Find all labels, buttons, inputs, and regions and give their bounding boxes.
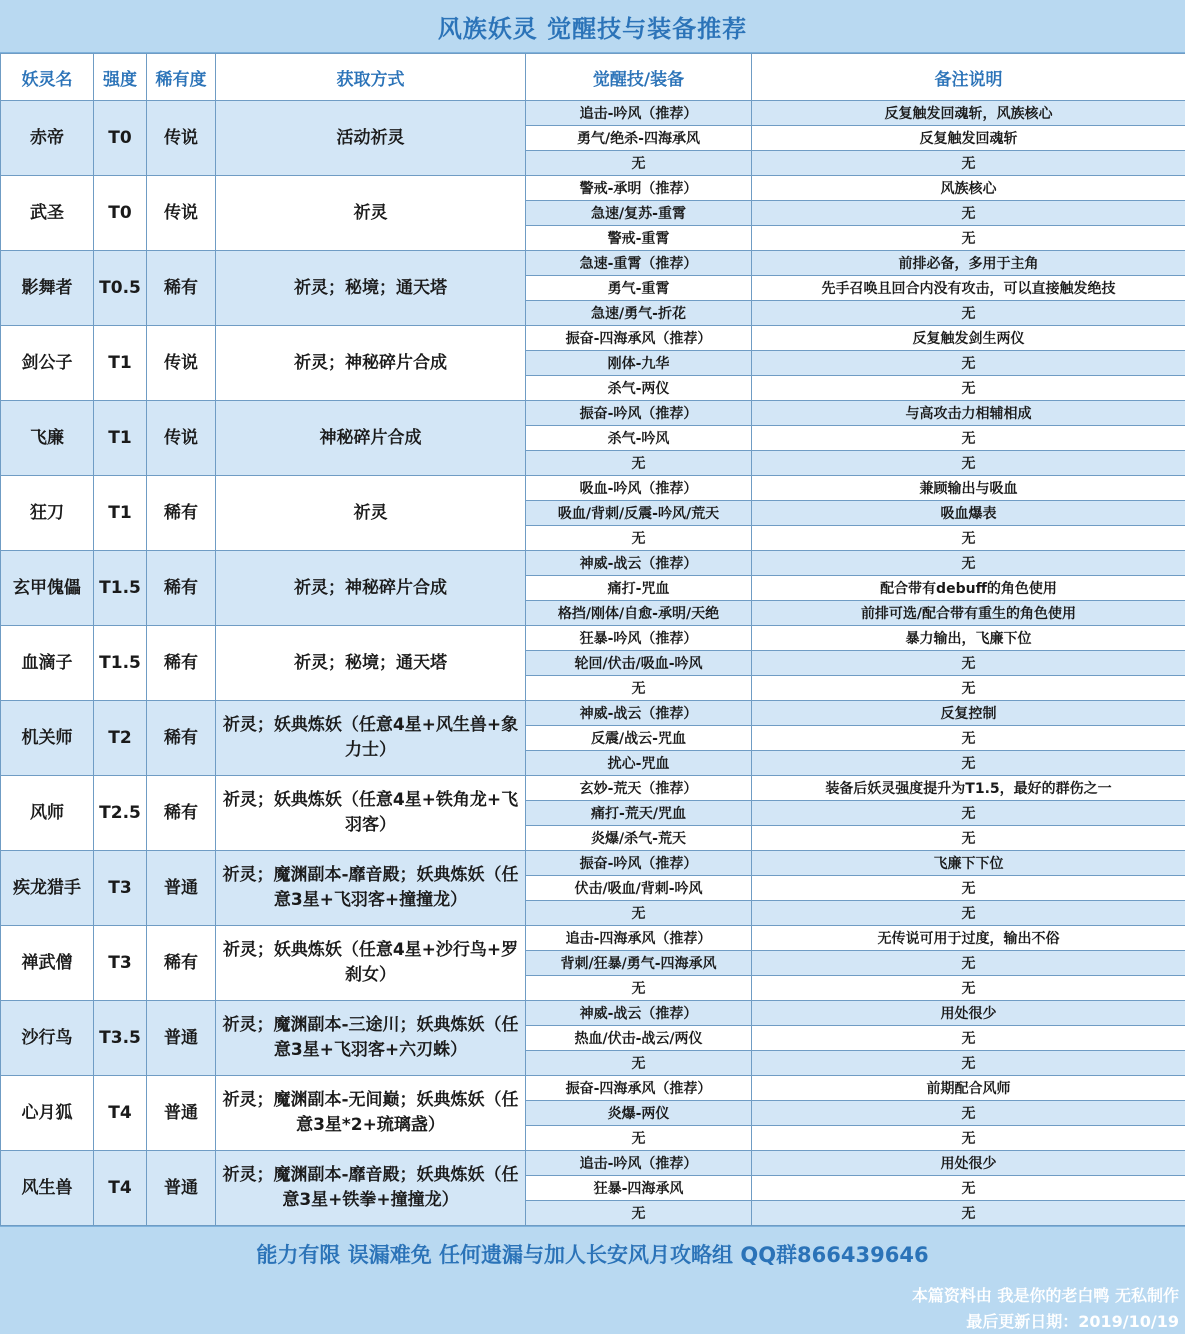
skill-cell: 背刺/狂暴/勇气-四海承风 xyxy=(526,951,752,976)
skill-cell: 反震/战云-咒血 xyxy=(526,726,752,751)
rarity-cell: 稀有 xyxy=(147,701,216,776)
table-row xyxy=(1,476,1185,501)
spirit-name: 沙行鸟 xyxy=(1,1001,94,1076)
skill-cell: 吸血/背刺/反震-吟风/荒天 xyxy=(526,501,752,526)
footer-credit: 本篇资料由 我是你的老白鸭 无私制作 xyxy=(911,1286,1179,1305)
rarity-cell: 稀有 xyxy=(147,476,216,551)
table-row xyxy=(1,101,1185,126)
tier-cell: T4 xyxy=(94,1076,147,1151)
obtain-cell: 祈灵；妖典炼妖（任意4星+风生兽+象力士） xyxy=(216,701,526,776)
spirit-name: 疾龙猎手 xyxy=(1,851,94,926)
obtain-cell: 祈灵；妖典炼妖（任意4星+铁角龙+飞羽客） xyxy=(216,776,526,851)
table-row xyxy=(1,401,1185,426)
table-row xyxy=(1,926,1185,951)
spirit-name: 剑公子 xyxy=(1,326,94,401)
table-row xyxy=(1,776,1185,801)
header-skill: 觉醒技/装备 xyxy=(526,54,752,101)
note-cell: 无 xyxy=(752,301,1185,326)
rarity-cell: 传说 xyxy=(147,326,216,401)
skill-cell: 勇气/绝杀-四海承风 xyxy=(526,126,752,151)
note-cell: 无 xyxy=(752,1126,1185,1151)
tier-cell: T0.5 xyxy=(94,251,147,326)
rarity-cell: 稀有 xyxy=(147,926,216,1001)
skill-cell: 追击-吟风（推荐） xyxy=(526,1151,752,1176)
skill-cell: 痛打-荒天/咒血 xyxy=(526,801,752,826)
tier-cell: T0 xyxy=(94,101,147,176)
note-cell: 暴力输出，飞廉下位 xyxy=(752,626,1185,651)
note-cell: 无 xyxy=(752,676,1185,701)
obtain-cell: 祈灵；妖典炼妖（任意4星+沙行鸟+罗刹女） xyxy=(216,926,526,1001)
note-cell: 无 xyxy=(752,826,1185,851)
note-cell: 用处很少 xyxy=(752,1001,1185,1026)
obtain-cell: 祈灵；魔渊副本-靡音殿；妖典炼妖（任意3星+飞羽客+撞撞龙） xyxy=(216,851,526,926)
tier-cell: T3 xyxy=(94,926,147,1001)
skill-cell: 炎爆-两仪 xyxy=(526,1101,752,1126)
skill-cell: 神威-战云（推荐） xyxy=(526,551,752,576)
tier-cell: T1 xyxy=(94,326,147,401)
tier-cell: T2.5 xyxy=(94,776,147,851)
page-title: 风族妖灵 觉醒技与装备推荐 xyxy=(437,14,748,43)
note-cell: 无 xyxy=(752,551,1185,576)
spirit-name: 武圣 xyxy=(1,176,94,251)
note-cell: 无 xyxy=(752,226,1185,251)
skill-cell: 无 xyxy=(526,1201,752,1226)
note-cell: 飞廉下下位 xyxy=(752,851,1185,876)
rarity-cell: 传说 xyxy=(147,101,216,176)
skill-cell: 无 xyxy=(526,526,752,551)
table-row xyxy=(1,851,1185,876)
note-cell: 无 xyxy=(752,651,1185,676)
note-cell: 配合带有debuff的角色使用 xyxy=(752,576,1185,601)
note-cell: 前期配合风师 xyxy=(752,1076,1185,1101)
obtain-cell: 祈灵；秘境；通天塔 xyxy=(216,626,526,701)
note-cell: 反复控制 xyxy=(752,701,1185,726)
rarity-cell: 稀有 xyxy=(147,551,216,626)
note-cell: 先手召唤且回合内没有攻击，可以直接触发绝技 xyxy=(752,276,1185,301)
rarity-cell: 稀有 xyxy=(147,626,216,701)
skill-cell: 无 xyxy=(526,151,752,176)
table-row xyxy=(1,326,1185,351)
rarity-cell: 普通 xyxy=(147,851,216,926)
spirit-name: 心月狐 xyxy=(1,1076,94,1151)
spirit-name: 玄甲傀儡 xyxy=(1,551,94,626)
note-cell: 无 xyxy=(752,151,1185,176)
note-cell: 前排可选/配合带有重生的角色使用 xyxy=(752,601,1185,626)
skill-cell: 振奋-吟风（推荐） xyxy=(526,851,752,876)
skill-cell: 杀气-两仪 xyxy=(526,376,752,401)
tier-cell: T3 xyxy=(94,851,147,926)
obtain-cell: 祈灵；神秘碎片合成 xyxy=(216,551,526,626)
skill-cell: 格挡/刚体/自愈-承明/天绝 xyxy=(526,601,752,626)
skill-cell: 追击-四海承风（推荐） xyxy=(526,926,752,951)
spirit-name: 飞廉 xyxy=(1,401,94,476)
rarity-cell: 传说 xyxy=(147,176,216,251)
spirit-name: 影舞者 xyxy=(1,251,94,326)
note-cell: 无 xyxy=(752,451,1185,476)
spirit-name: 风生兽 xyxy=(1,1151,94,1226)
note-cell: 无 xyxy=(752,426,1185,451)
rarity-cell: 稀有 xyxy=(147,251,216,326)
tier-cell: T3.5 xyxy=(94,1001,147,1076)
spirit-name: 风师 xyxy=(1,776,94,851)
skill-cell: 无 xyxy=(526,1051,752,1076)
skill-cell: 勇气-重霄 xyxy=(526,276,752,301)
note-cell: 无 xyxy=(752,801,1185,826)
footer xyxy=(0,1226,1185,1334)
header-obtain: 获取方式 xyxy=(216,54,526,101)
obtain-cell: 神秘碎片合成 xyxy=(216,401,526,476)
skill-cell: 热血/伏击-战云/两仪 xyxy=(526,1026,752,1051)
tier-cell: T1 xyxy=(94,476,147,551)
note-cell: 无 xyxy=(752,1051,1185,1076)
note-cell: 无 xyxy=(752,526,1185,551)
note-cell: 风族核心 xyxy=(752,176,1185,201)
skill-cell: 神威-战云（推荐） xyxy=(526,1001,752,1026)
skill-cell: 无 xyxy=(526,976,752,1001)
header-tier: 强度 xyxy=(94,54,147,101)
spirit-name: 狂刀 xyxy=(1,476,94,551)
note-cell: 无 xyxy=(752,951,1185,976)
note-cell: 前排必备，多用于主角 xyxy=(752,251,1185,276)
table-row xyxy=(1,1001,1185,1026)
skill-cell: 急速/勇气-折花 xyxy=(526,301,752,326)
note-cell: 无 xyxy=(752,726,1185,751)
note-cell: 反复触发剑生两仪 xyxy=(752,326,1185,351)
skill-cell: 玄妙-荒天（推荐） xyxy=(526,776,752,801)
obtain-cell: 祈灵；魔渊副本-无间巅；妖典炼妖（任意3星*2+琉璃盏） xyxy=(216,1076,526,1151)
obtain-cell: 祈灵 xyxy=(216,176,526,251)
skill-cell: 痛打-咒血 xyxy=(526,576,752,601)
skill-cell: 无 xyxy=(526,676,752,701)
skill-cell: 扰心-咒血 xyxy=(526,751,752,776)
table-row xyxy=(1,551,1185,576)
skill-cell: 无 xyxy=(526,901,752,926)
skill-cell: 振奋-四海承风（推荐） xyxy=(526,1076,752,1101)
table-row xyxy=(1,701,1185,726)
note-cell: 用处很少 xyxy=(752,1151,1185,1176)
spirit-name: 禅武僧 xyxy=(1,926,94,1001)
note-cell: 无 xyxy=(752,976,1185,1001)
skill-cell: 轮回/伏击/吸血-吟风 xyxy=(526,651,752,676)
skill-cell: 无 xyxy=(526,1126,752,1151)
rarity-cell: 普通 xyxy=(147,1076,216,1151)
tier-cell: T4 xyxy=(94,1151,147,1226)
obtain-cell: 祈灵 xyxy=(216,476,526,551)
header-name: 妖灵名 xyxy=(1,54,94,101)
obtain-cell: 活动祈灵 xyxy=(216,101,526,176)
skill-cell: 警戒-承明（推荐） xyxy=(526,176,752,201)
skill-cell: 刚体-九华 xyxy=(526,351,752,376)
skill-cell: 警戒-重霄 xyxy=(526,226,752,251)
note-cell: 无 xyxy=(752,1026,1185,1051)
table-body xyxy=(1,101,1185,1226)
obtain-cell: 祈灵；秘境；通天塔 xyxy=(216,251,526,326)
note-cell: 兼顾输出与吸血 xyxy=(752,476,1185,501)
note-cell: 无 xyxy=(752,876,1185,901)
tier-cell: T1.5 xyxy=(94,626,147,701)
skill-cell: 无 xyxy=(526,451,752,476)
recommendation-table xyxy=(0,53,1185,1226)
tier-cell: T1.5 xyxy=(94,551,147,626)
skill-cell: 急速/复苏-重霄 xyxy=(526,201,752,226)
spirit-name: 机关师 xyxy=(1,701,94,776)
table-row xyxy=(1,626,1185,651)
footer-updated-date: 最后更新日期：2019/10/19 xyxy=(966,1312,1179,1331)
table-header-row xyxy=(1,54,1185,101)
note-cell: 无 xyxy=(752,201,1185,226)
spirit-name: 血滴子 xyxy=(1,626,94,701)
rarity-cell: 稀有 xyxy=(147,776,216,851)
rarity-cell: 普通 xyxy=(147,1151,216,1226)
note-cell: 无 xyxy=(752,1101,1185,1126)
table-row xyxy=(1,176,1185,201)
note-cell: 无 xyxy=(752,376,1185,401)
skill-cell: 杀气-吟风 xyxy=(526,426,752,451)
header-notes: 备注说明 xyxy=(752,54,1185,101)
note-cell: 反复触发回魂斩 xyxy=(752,126,1185,151)
skill-cell: 神威-战云（推荐） xyxy=(526,701,752,726)
spirit-name: 赤帝 xyxy=(1,101,94,176)
skill-cell: 狂暴-四海承风 xyxy=(526,1176,752,1201)
skill-cell: 振奋-四海承风（推荐） xyxy=(526,326,752,351)
tier-cell: T1 xyxy=(94,401,147,476)
rarity-cell: 传说 xyxy=(147,401,216,476)
table-row xyxy=(1,1076,1185,1101)
skill-cell: 急速-重霄（推荐） xyxy=(526,251,752,276)
note-cell: 吸血爆表 xyxy=(752,501,1185,526)
note-cell: 与高攻击力相辅相成 xyxy=(752,401,1185,426)
note-cell: 无 xyxy=(752,1176,1185,1201)
obtain-cell: 祈灵；神秘碎片合成 xyxy=(216,326,526,401)
note-cell: 装备后妖灵强度提升为T1.5，最好的群伤之一 xyxy=(752,776,1185,801)
table-row xyxy=(1,1151,1185,1176)
rarity-cell: 普通 xyxy=(147,1001,216,1076)
skill-cell: 狂暴-吟风（推荐） xyxy=(526,626,752,651)
tier-cell: T0 xyxy=(94,176,147,251)
note-cell: 无传说可用于过度，输出不俗 xyxy=(752,926,1185,951)
skill-cell: 炎爆/杀气-荒天 xyxy=(526,826,752,851)
skill-cell: 吸血-吟风（推荐） xyxy=(526,476,752,501)
note-cell: 无 xyxy=(752,1201,1185,1226)
note-cell: 反复触发回魂斩，风族核心 xyxy=(752,101,1185,126)
table-row xyxy=(1,251,1185,276)
header-rarity: 稀有度 xyxy=(147,54,216,101)
obtain-cell: 祈灵；魔渊副本-靡音殿；妖典炼妖（任意3星+铁拳+撞撞龙） xyxy=(216,1151,526,1226)
footer-notice: 能力有限 误漏难免 任何遗漏与加人长安风月攻略组 QQ群866439646 xyxy=(256,1243,929,1267)
skill-cell: 伏击/吸血/背刺-吟风 xyxy=(526,876,752,901)
skill-cell: 追击-吟风（推荐） xyxy=(526,101,752,126)
note-cell: 无 xyxy=(752,351,1185,376)
title-bar xyxy=(0,0,1185,53)
skill-cell: 振奋-吟风（推荐） xyxy=(526,401,752,426)
note-cell: 无 xyxy=(752,901,1185,926)
note-cell: 无 xyxy=(752,751,1185,776)
obtain-cell: 祈灵；魔渊副本-三途川；妖典炼妖（任意3星+飞羽客+六刃蛛） xyxy=(216,1001,526,1076)
tier-cell: T2 xyxy=(94,701,147,776)
